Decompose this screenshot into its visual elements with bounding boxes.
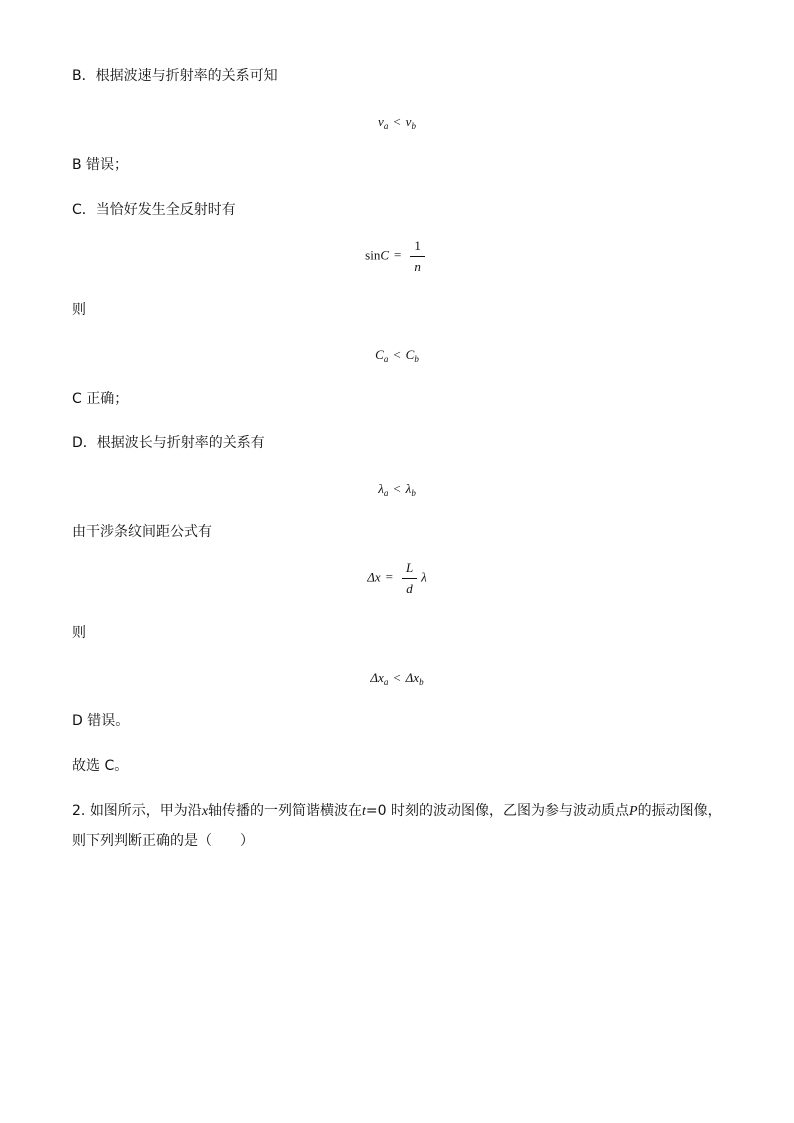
eq-var: Δx bbox=[405, 670, 420, 685]
eq-var: v bbox=[405, 114, 412, 129]
equation-wavelength-compare bbox=[0, 479, 794, 499]
eq-var: C bbox=[380, 247, 389, 263]
fraction-numerator: L bbox=[402, 560, 417, 579]
eq-var: λ bbox=[405, 481, 412, 496]
eq-op: = bbox=[385, 569, 393, 585]
eq-op: < bbox=[393, 114, 401, 129]
fraction-numerator: 1 bbox=[410, 238, 425, 257]
solution-b-result: B 错误； bbox=[72, 157, 129, 173]
question-text: 的振动图像， bbox=[637, 803, 722, 819]
solution-d-then: 则 bbox=[72, 625, 86, 641]
solution-d-formula-intro: 由干涉条纹间距公式有 bbox=[72, 524, 212, 540]
question-2-line-2: 则下列判断正确的是（ ） bbox=[72, 833, 254, 849]
eq-var: Δx bbox=[370, 670, 384, 685]
eq-sub: b bbox=[414, 354, 419, 364]
fraction bbox=[402, 560, 417, 597]
question-text: 轴传播的一列简谐横波在 bbox=[208, 803, 363, 819]
eq-op: < bbox=[393, 347, 401, 362]
equation-velocity-compare bbox=[0, 112, 794, 132]
fraction bbox=[410, 238, 425, 275]
question-number: 2. bbox=[72, 803, 86, 819]
eq-var: C bbox=[405, 347, 415, 362]
equation-fringe-spacing bbox=[0, 560, 794, 597]
equation-angle-compare bbox=[0, 345, 794, 365]
eq-sub: a bbox=[383, 677, 389, 687]
solution-option-d: D．根据波长与折射率的关系有 bbox=[72, 435, 265, 451]
equation-spacing-compare bbox=[0, 668, 794, 688]
question-text: 如图所示，甲为沿 bbox=[89, 803, 202, 819]
question-var: x bbox=[201, 804, 209, 819]
eq-var: C bbox=[375, 347, 384, 362]
eq-var: v bbox=[378, 114, 384, 129]
solution-option-b: B．根据波速与折射率的关系可知 bbox=[72, 68, 278, 84]
solution-c-then: 则 bbox=[72, 302, 86, 318]
question-text: =0 时刻的波动图像，乙图为参与波动质点 bbox=[365, 803, 630, 819]
eq-op: = bbox=[394, 247, 402, 263]
solution-option-c: C．当恰好发生全反射时有 bbox=[72, 202, 236, 218]
eq-sub: a bbox=[383, 121, 389, 131]
solution-conclusion: 故选 C。 bbox=[72, 758, 129, 774]
eq-sub: b bbox=[411, 488, 416, 498]
solution-c-result: C 正确； bbox=[72, 391, 129, 407]
question-var: P bbox=[629, 804, 638, 819]
question-2-line-1 bbox=[72, 801, 722, 822]
fraction-denominator: n bbox=[414, 259, 421, 274]
eq-op: < bbox=[393, 670, 401, 685]
eq-sub: b bbox=[411, 121, 416, 131]
equation-critical-angle bbox=[0, 238, 794, 275]
eq-var: λ bbox=[421, 569, 427, 585]
eq-var: Δx bbox=[367, 569, 381, 585]
eq-sub: b bbox=[419, 677, 424, 687]
eq-op: < bbox=[393, 481, 401, 496]
eq-var: λ bbox=[378, 481, 384, 496]
eq-sub: a bbox=[383, 488, 389, 498]
eq-func: sin bbox=[365, 247, 381, 263]
question-var: t bbox=[362, 804, 366, 819]
fraction-denominator: d bbox=[406, 581, 413, 596]
solution-d-result: D 错误。 bbox=[72, 713, 130, 729]
eq-sub: a bbox=[383, 354, 389, 364]
